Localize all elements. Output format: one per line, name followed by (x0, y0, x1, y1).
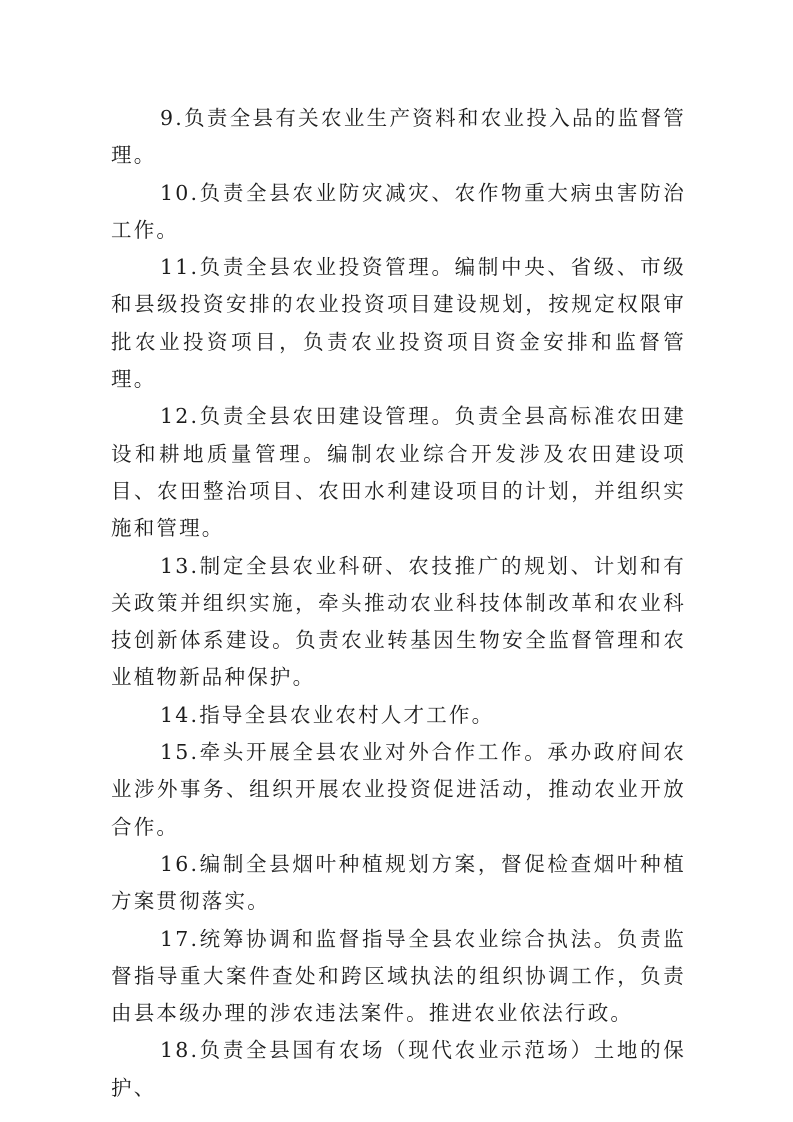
paragraph-item-18: 18.负责全县国有农场（现代农业示范场）土地的保护、 (111, 1038, 686, 1100)
document-body (111, 100, 686, 1107)
paragraph-item-17: 17.统筹协调和监督指导全县农业综合执法。负责监督指导重大案件查处和跨区域执法的组织协调工作，负责由县本级办理的涉农违法案件。推进农业依法行政。 (111, 926, 686, 1026)
paragraph-item-11: 11.负责全县农业投资管理。编制中央、省级、市级和县级投资安排的农业投资项目建设规划，按规定权限审批农业投资项目，负责农业投资项目资金安排和监督管理。 (111, 255, 686, 392)
paragraph-item-10: 10.负责全县农业防灾减灾、农作物重大病虫害防治工作。 (111, 180, 686, 242)
paragraph-item-16: 16.编制全县烟叶种植规划方案，督促检查烟叶种植方案贯彻落实。 (111, 851, 686, 914)
paragraph-item-9: 9.负责全县有关农业生产资料和农业投入品的监督管理。 (111, 106, 686, 168)
paragraph-item-12: 12.负责全县农田建设管理。负责全县高标准农田建设和耕地质量管理。编制农业综合开发涉及农田建设项目、农田整治项目、农田水利建设项目的计划，并组织实施和管理。 (111, 404, 686, 541)
paragraph-item-15: 15.牵头开展全县农业对外合作工作。承办政府间农业涉外事务、组织开展农业投资促进活动，推动农业开放合作。 (111, 740, 686, 839)
paragraph-item-13: 13.制定全县农业科研、农技推广的规划、计划和有关政策并组织实施，牵头推动农业科技体制改革和农业科技创新体系建设。负责农业转基因生物安全监督管理和农业植物新品种保护。 (111, 553, 686, 690)
paragraph-item-14: 14.指导全县农业农村人才工作。 (160, 702, 495, 727)
